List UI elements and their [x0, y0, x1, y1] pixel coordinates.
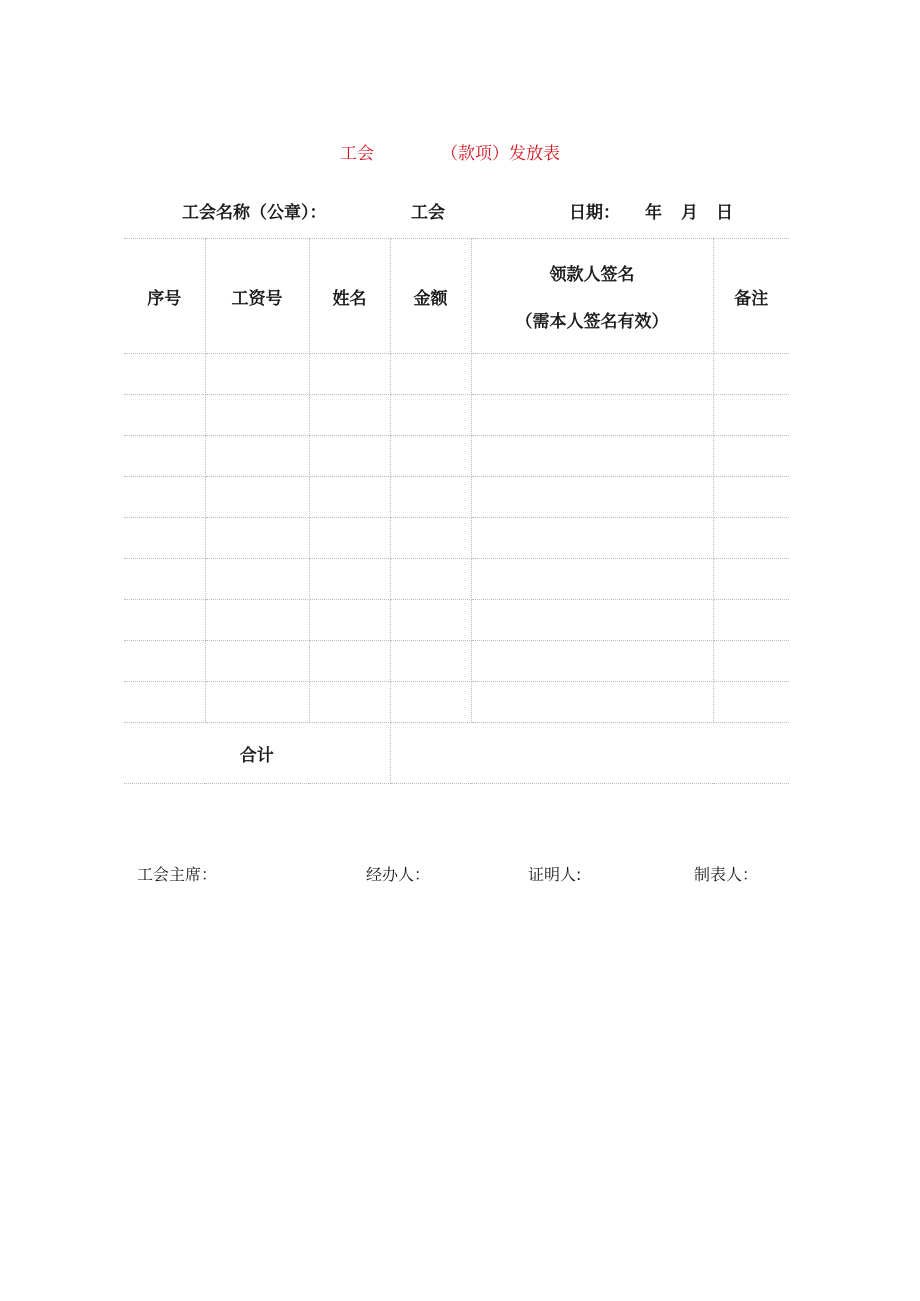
- total-label: 合计: [124, 723, 390, 784]
- title-payment-sheet: （款项）发放表: [441, 144, 560, 164]
- table-row: [124, 641, 789, 682]
- cell-wage-no[interactable]: [205, 600, 309, 641]
- cell-name[interactable]: [309, 559, 390, 600]
- signature-footer: [0, 860, 920, 884]
- cell-remark[interactable]: [713, 600, 789, 641]
- cell-amount[interactable]: [390, 682, 471, 723]
- cell-amount[interactable]: [390, 395, 471, 436]
- cell-signature[interactable]: [471, 641, 713, 682]
- cell-seq[interactable]: [124, 436, 205, 477]
- cell-name[interactable]: [309, 641, 390, 682]
- table-row: [124, 436, 789, 477]
- table-total-row: [124, 723, 789, 784]
- cell-wage-no[interactable]: [205, 354, 309, 395]
- cell-seq[interactable]: [124, 354, 205, 395]
- cell-wage-no[interactable]: [205, 518, 309, 559]
- footer-preparer: 制表人：: [694, 865, 759, 884]
- cell-remark[interactable]: [713, 354, 789, 395]
- header-wage-no: 工资号: [205, 239, 309, 354]
- cell-name[interactable]: [309, 682, 390, 723]
- cell-signature[interactable]: [471, 559, 713, 600]
- cell-remark[interactable]: [713, 477, 789, 518]
- cell-name[interactable]: [309, 600, 390, 641]
- cell-remark[interactable]: [713, 436, 789, 477]
- cell-name[interactable]: [309, 518, 390, 559]
- cell-remark[interactable]: [713, 395, 789, 436]
- header-remark: 备注: [713, 239, 789, 354]
- cell-amount[interactable]: [390, 436, 471, 477]
- cell-wage-no[interactable]: [205, 395, 309, 436]
- date-year: 年: [645, 203, 662, 223]
- cell-name[interactable]: [309, 354, 390, 395]
- header-seq: 序号: [124, 239, 205, 354]
- cell-name[interactable]: [309, 477, 390, 518]
- cell-signature[interactable]: [471, 600, 713, 641]
- cell-name[interactable]: [309, 395, 390, 436]
- cell-wage-no[interactable]: [205, 682, 309, 723]
- cell-signature[interactable]: [471, 436, 713, 477]
- cell-wage-no[interactable]: [205, 477, 309, 518]
- cell-remark[interactable]: [713, 518, 789, 559]
- cell-wage-no[interactable]: [205, 559, 309, 600]
- cell-remark[interactable]: [713, 559, 789, 600]
- cell-remark[interactable]: [713, 682, 789, 723]
- footer-witness: 证明人:: [528, 865, 582, 884]
- table-row: [124, 600, 789, 641]
- cell-amount[interactable]: [390, 600, 471, 641]
- cell-signature[interactable]: [471, 477, 713, 518]
- form-title: [0, 137, 920, 163]
- cell-seq[interactable]: [124, 477, 205, 518]
- date-day: 日: [716, 203, 733, 223]
- union-name-label: 工会名称（公章）：: [182, 203, 327, 223]
- cell-signature[interactable]: [471, 395, 713, 436]
- cell-seq[interactable]: [124, 600, 205, 641]
- cell-wage-no[interactable]: [205, 641, 309, 682]
- table-row: [124, 395, 789, 436]
- table-row: [124, 559, 789, 600]
- table-row: [124, 354, 789, 395]
- cell-signature[interactable]: [471, 354, 713, 395]
- table-row: [124, 682, 789, 723]
- cell-remark[interactable]: [713, 641, 789, 682]
- header-amount: 金额: [390, 239, 471, 354]
- table-header-row: [124, 239, 789, 354]
- cell-seq[interactable]: [124, 395, 205, 436]
- cell-signature[interactable]: [471, 682, 713, 723]
- cell-amount[interactable]: [390, 518, 471, 559]
- cell-seq[interactable]: [124, 641, 205, 682]
- footer-chairman: 工会主席：: [137, 865, 218, 884]
- form-meta: [0, 196, 920, 222]
- union-name-value: 工会: [411, 203, 445, 223]
- payment-table: [124, 238, 789, 784]
- header-signature: [471, 239, 713, 354]
- cell-signature[interactable]: [471, 518, 713, 559]
- cell-seq[interactable]: [124, 518, 205, 559]
- footer-handler: 经办人：: [366, 865, 431, 884]
- table-row: [124, 477, 789, 518]
- cell-amount[interactable]: [390, 641, 471, 682]
- date-month: 月: [681, 203, 698, 223]
- cell-amount[interactable]: [390, 559, 471, 600]
- cell-seq[interactable]: [124, 559, 205, 600]
- cell-seq[interactable]: [124, 682, 205, 723]
- cell-amount[interactable]: [390, 477, 471, 518]
- title-union: 工会: [340, 144, 374, 164]
- header-signature-line2: （需本人签名有效）: [515, 312, 669, 332]
- table-row: [124, 518, 789, 559]
- cell-name[interactable]: [309, 436, 390, 477]
- cell-amount[interactable]: [390, 354, 471, 395]
- header-signature-line1: 领款人签名: [549, 265, 635, 285]
- total-value[interactable]: [390, 723, 789, 784]
- cell-wage-no[interactable]: [205, 436, 309, 477]
- date-label: 日期：: [569, 203, 620, 223]
- header-name: 姓名: [309, 239, 390, 354]
